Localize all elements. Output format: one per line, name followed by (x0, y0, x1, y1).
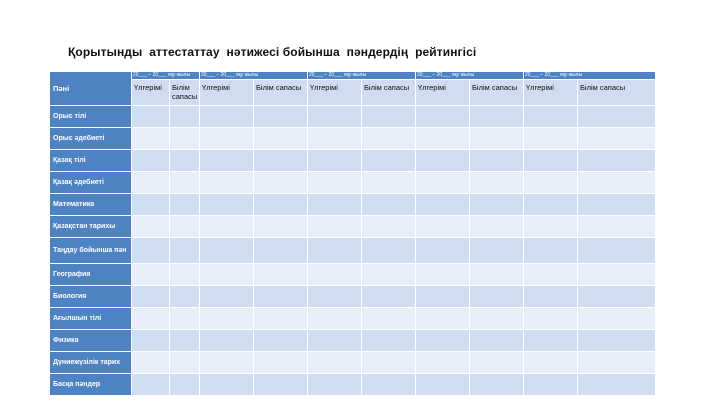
table-cell[interactable] (470, 172, 524, 194)
progress-header: Үлгерімі (524, 80, 578, 106)
table-cell[interactable] (524, 264, 578, 286)
table-cell[interactable] (416, 264, 470, 286)
table-row (50, 194, 656, 216)
table-cell[interactable] (416, 330, 470, 352)
table-cell[interactable] (524, 128, 578, 150)
subject-name: Басқа пәндер (50, 374, 132, 396)
table-cell[interactable] (416, 216, 470, 238)
table-cell[interactable] (200, 150, 254, 172)
subject-name: География (50, 264, 132, 286)
table-cell[interactable] (200, 308, 254, 330)
quality-header: Білім сапасы (170, 80, 200, 106)
table-cell[interactable] (524, 150, 578, 172)
subject-name: Қазақ тілі (50, 150, 132, 172)
table-cell[interactable] (308, 352, 362, 374)
table-cell[interactable] (254, 128, 308, 150)
table-cell[interactable] (416, 238, 470, 264)
quality-header: Білім сапасы (578, 80, 656, 106)
table-cell[interactable] (362, 352, 416, 374)
table-row (50, 128, 656, 150)
table-row (50, 150, 656, 172)
table-cell[interactable] (170, 374, 200, 396)
table-cell[interactable] (578, 374, 656, 396)
table-cell[interactable] (170, 308, 200, 330)
progress-header: Үлгерімі (200, 80, 254, 106)
table-cell[interactable] (362, 106, 416, 128)
table-cell[interactable] (362, 172, 416, 194)
page-title: Қорытынды аттестаттау нәтижесі бойынша пәндердің рейтингісі (68, 45, 477, 59)
year-header: 20___ – 20___ оқу жылы (308, 72, 416, 80)
table-row (50, 238, 656, 264)
subject-name: Дүниежүзілік тарих (50, 352, 132, 374)
table-cell[interactable] (132, 216, 170, 238)
table-cell[interactable] (416, 194, 470, 216)
table-cell[interactable] (200, 264, 254, 286)
table-cell[interactable] (170, 194, 200, 216)
table-cell[interactable] (470, 374, 524, 396)
table-cell[interactable] (470, 264, 524, 286)
table-cell[interactable] (524, 216, 578, 238)
table-cell[interactable] (578, 330, 656, 352)
year-header: 20___ – 20___ оқу жылы (416, 72, 524, 80)
table-cell[interactable] (254, 264, 308, 286)
table-cell[interactable] (524, 106, 578, 128)
table-cell[interactable] (362, 128, 416, 150)
table-cell[interactable] (308, 264, 362, 286)
table-cell[interactable] (416, 128, 470, 150)
subject-name: Физика (50, 330, 132, 352)
table-cell[interactable] (308, 172, 362, 194)
table-cell[interactable] (362, 286, 416, 308)
progress-header: Үлгерімі (308, 80, 362, 106)
table-row (50, 172, 656, 194)
subject-name: Орыс әдебиеті (50, 128, 132, 150)
quality-header: Білім сапасы (362, 80, 416, 106)
table-cell[interactable] (416, 308, 470, 330)
rating-table (49, 71, 656, 396)
table-cell[interactable] (578, 194, 656, 216)
table-cell[interactable] (132, 128, 170, 150)
year-header: 20___ – 20___ оқу жылы (524, 72, 656, 80)
table-cell[interactable] (132, 238, 170, 264)
table-cell[interactable] (132, 374, 170, 396)
table-cell[interactable] (524, 352, 578, 374)
table-cell[interactable] (132, 150, 170, 172)
table-cell[interactable] (578, 150, 656, 172)
table-cell[interactable] (170, 106, 200, 128)
year-header: 20___ – 20___ оқу жылы (132, 72, 200, 80)
table-cell[interactable] (254, 374, 308, 396)
table-cell[interactable] (470, 286, 524, 308)
table-cell[interactable] (470, 216, 524, 238)
table-cell[interactable] (132, 172, 170, 194)
table-cell[interactable] (254, 172, 308, 194)
table-cell[interactable] (362, 216, 416, 238)
table-cell[interactable] (416, 286, 470, 308)
table-cell[interactable] (524, 374, 578, 396)
table-cell[interactable] (524, 194, 578, 216)
subject-name: Қазақ әдебиеті (50, 172, 132, 194)
table-cell[interactable] (132, 264, 170, 286)
table-cell[interactable] (308, 194, 362, 216)
table-cell[interactable] (200, 238, 254, 264)
table-cell[interactable] (416, 150, 470, 172)
table-cell[interactable] (308, 286, 362, 308)
table-cell[interactable] (308, 374, 362, 396)
table-cell[interactable] (416, 106, 470, 128)
subject-column-header: Пәні (50, 72, 132, 106)
table-cell[interactable] (578, 238, 656, 264)
table-cell[interactable] (416, 352, 470, 374)
table-cell[interactable] (200, 286, 254, 308)
table-cell[interactable] (308, 330, 362, 352)
table-cell[interactable] (200, 172, 254, 194)
table-cell[interactable] (578, 216, 656, 238)
table-cell[interactable] (578, 128, 656, 150)
subject-name: Орыс тілі (50, 106, 132, 128)
table-cell[interactable] (254, 308, 308, 330)
table-cell[interactable] (416, 374, 470, 396)
table-cell[interactable] (470, 352, 524, 374)
table-cell[interactable] (362, 238, 416, 264)
table-cell[interactable] (170, 352, 200, 374)
table-cell[interactable] (470, 238, 524, 264)
table-cell[interactable] (578, 308, 656, 330)
table-cell[interactable] (362, 150, 416, 172)
table-cell[interactable] (132, 330, 170, 352)
table-cell[interactable] (170, 128, 200, 150)
table-cell[interactable] (132, 286, 170, 308)
table-row (50, 264, 656, 286)
table-cell[interactable] (170, 238, 200, 264)
table-cell[interactable] (470, 194, 524, 216)
table-cell[interactable] (200, 330, 254, 352)
table-row (50, 352, 656, 374)
table-cell[interactable] (362, 194, 416, 216)
table-cell[interactable] (254, 330, 308, 352)
table-cell[interactable] (524, 238, 578, 264)
table-cell[interactable] (200, 374, 254, 396)
table-cell[interactable] (254, 216, 308, 238)
table-cell[interactable] (254, 150, 308, 172)
year-header: 20___ – 20___ оқу жылы (200, 72, 308, 80)
year-header-row (50, 72, 656, 80)
table-cell[interactable] (362, 330, 416, 352)
table-cell[interactable] (170, 264, 200, 286)
subject-name: Математика (50, 194, 132, 216)
quality-header: Білім сапасы (254, 80, 308, 106)
table-cell[interactable] (308, 308, 362, 330)
table-cell[interactable] (200, 352, 254, 374)
table-cell[interactable] (362, 308, 416, 330)
table-cell[interactable] (470, 128, 524, 150)
table-cell[interactable] (170, 172, 200, 194)
subject-name: Ағылшын тілі (50, 308, 132, 330)
table-row (50, 374, 656, 396)
table-cell[interactable] (254, 352, 308, 374)
table-cell[interactable] (470, 308, 524, 330)
table-cell[interactable] (200, 194, 254, 216)
table-cell[interactable] (578, 264, 656, 286)
table-cell[interactable] (470, 106, 524, 128)
table-cell[interactable] (132, 106, 170, 128)
progress-header: Үлгерімі (132, 80, 170, 106)
table-cell[interactable] (254, 194, 308, 216)
table-row (50, 106, 656, 128)
table-cell[interactable] (170, 216, 200, 238)
table-cell[interactable] (200, 216, 254, 238)
table-cell[interactable] (308, 238, 362, 264)
subject-name: Биология (50, 286, 132, 308)
table-cell[interactable] (578, 106, 656, 128)
table-row (50, 330, 656, 352)
table-row (50, 308, 656, 330)
table-cell[interactable] (524, 172, 578, 194)
sub-header-row (50, 80, 656, 106)
table-cell[interactable] (254, 238, 308, 264)
table-cell[interactable] (200, 128, 254, 150)
table-cell[interactable] (200, 106, 254, 128)
table-cell[interactable] (578, 352, 656, 374)
table-cell[interactable] (170, 150, 200, 172)
table-cell[interactable] (470, 330, 524, 352)
table-cell[interactable] (578, 286, 656, 308)
table-cell[interactable] (132, 308, 170, 330)
table-cell[interactable] (132, 194, 170, 216)
quality-header: Білім сапасы (470, 80, 524, 106)
table-cell[interactable] (308, 150, 362, 172)
table-cell[interactable] (308, 106, 362, 128)
table-cell[interactable] (308, 216, 362, 238)
table-cell[interactable] (362, 264, 416, 286)
table-row (50, 216, 656, 238)
table-cell[interactable] (416, 172, 470, 194)
table-cell[interactable] (132, 352, 170, 374)
table-cell[interactable] (308, 128, 362, 150)
table-cell[interactable] (578, 172, 656, 194)
table-cell[interactable] (254, 106, 308, 128)
table-row (50, 286, 656, 308)
table-cell[interactable] (170, 286, 200, 308)
table-cell[interactable] (524, 330, 578, 352)
table-cell[interactable] (470, 150, 524, 172)
table-cell[interactable] (524, 286, 578, 308)
table-cell[interactable] (362, 374, 416, 396)
subject-name: Қазақстан тарихы (50, 216, 132, 238)
table-cell[interactable] (524, 308, 578, 330)
subject-name: Таңдау бойынша пән (50, 238, 132, 264)
table-cell[interactable] (170, 330, 200, 352)
table-cell[interactable] (254, 286, 308, 308)
progress-header: Үлгерімі (416, 80, 470, 106)
